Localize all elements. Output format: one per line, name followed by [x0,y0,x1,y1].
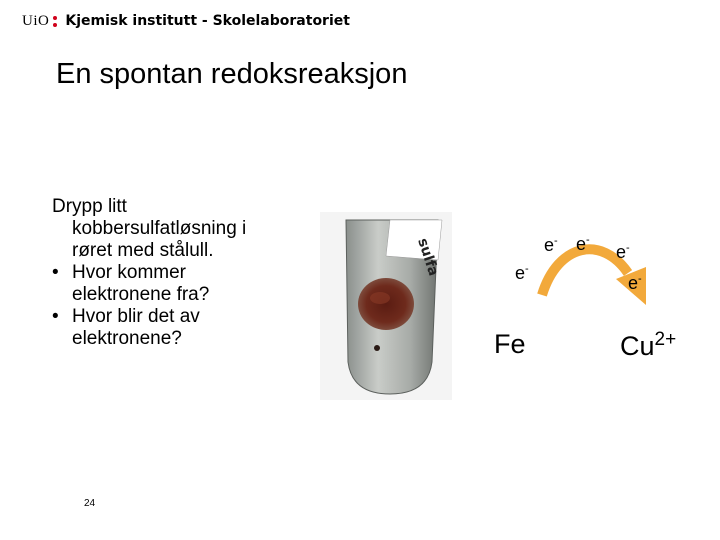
electron-label: e- [616,242,630,262]
test-tube-image-icon [320,212,452,400]
test-tube-photo [320,212,452,400]
intro-line-3: røret med stålull. [72,240,214,261]
electron-label: e- [628,273,642,293]
bullet-1-line-1: Hvor kommer [72,262,187,283]
electron-label: e- [515,263,529,283]
slide-body [52,196,322,350]
copper-ion-label: $Cu^{2+}$ [620,329,677,361]
slide-title: En spontan redoksreaksjon [56,58,408,90]
bullet-marker: • [52,306,59,327]
iron-species-label: Fe [494,329,526,359]
electron-label: e- [576,234,590,254]
uio-logo: UiO [22,12,50,29]
uio-logo-dots-icon [53,16,57,27]
bullet-marker: • [52,262,59,283]
intro-paragraph [52,196,322,262]
bullet-2-line-2: elektronene? [72,328,182,349]
bullet-1-line-2: elektronene fra? [72,284,210,305]
bullet-item [52,262,322,306]
header-bar [22,10,350,32]
tube-label-text: sulfa [414,236,442,278]
institution-name: Kjemisk institutt - Skolelaboratoriet [65,13,350,29]
page-number: 24 [84,498,96,509]
curved-arrow-icon [470,225,710,395]
electron-label: e- [544,235,558,255]
bullet-item [52,306,322,350]
intro-line-1: Drypp litt [52,196,127,217]
bullet-2-line-1: Hvor blir det av [72,306,200,327]
electron-transfer-diagram [470,225,710,395]
intro-line-2: kobbersulfatløsning i [72,218,247,239]
